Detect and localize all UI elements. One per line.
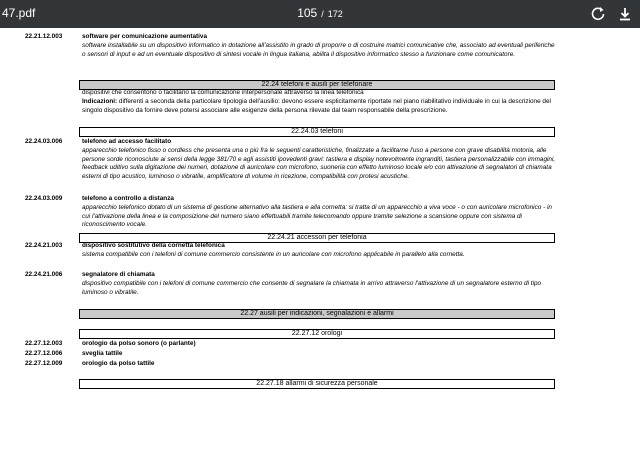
indications-label: Indicazioni:	[82, 98, 118, 105]
entry-description: dispositivo compatibile con i telefoni di comune commercio che consente di segnalare la chiamata in arrivo attraverso l'attivazione di un segnalatore esterno di tipo luminoso o vibratile.	[82, 280, 542, 296]
page-indicator	[0, 6, 640, 20]
section-header: 22.27 ausili per indicazioni, segnalazioni e allarmi	[79, 309, 555, 319]
page-separator: /	[321, 9, 324, 19]
entry-description: apparecchio telefonico dotato di un sistema di gestione alternativo alla tastiera e alla cornetta: si tratta di un apparecchio a viva voce - o con auricolare microfonico - in cui l'attivazione della linea e la composizione del numero siano effettuabili tramite telecomando oppure tramite selezione a scansione oppure con sistema di riconoscimento vocale.	[82, 204, 552, 229]
entry-description: software installabile su un dispositivo informatico in dotazione all'assistito in grado di proporre o di costruire matrici comunicative che, associato ad eventuali periferiche o sensori di input e ad un eventuale dispositivo di sintesi vocale in lingua italiana, abilita il dispositivo informatico stesso a funzionare come comunicatore.	[82, 42, 555, 58]
section-indications	[82, 98, 557, 115]
entry-title: sveglia tattile	[82, 350, 123, 357]
entry-title: telefono ad accesso facilitato	[82, 138, 172, 145]
entry-code: 22.27.12.003	[25, 340, 63, 347]
entry-code: 22.24.21.006	[25, 271, 63, 278]
subsection-header: 22.27.18 allarmi di sicurezza personale	[79, 379, 555, 389]
entry-description: apparecchio telefonico fisso o cordless che presenta una o più fra le seguenti caratteristiche, finalizzate a facilitarne l'uso a persone con grave disabilità motoria, alle persone sorde riconosciute ai sensi della legge 381/70 e agli assistiti ipovedenti gravi: tastiera e display notevolmente ingranditi, tastiera personalizzabile con immagini, feedback uditivo sulla digitazione dei numeri, dotazione di auricolare con microfono, suoneria con effetto luminoso locale e/o con attivazione di segnalatori di chiamata esterni di tipo acustico, luminoso o vibratile, amplificatore di volume in ricezione, compatibilità con protesi acustiche.	[82, 147, 556, 180]
download-icon[interactable]	[615, 4, 635, 24]
current-page[interactable]: 105	[297, 6, 318, 20]
subsection-header: 22.27.12 orologi	[79, 329, 555, 339]
entry-title: dispositivo sostitutivo della cornetta telefonica	[82, 242, 225, 249]
subsection-header: 22.24.21 accessori per telefonia	[79, 233, 555, 243]
entry-code: 22.21.12.003	[25, 33, 63, 40]
total-pages: 172	[327, 9, 343, 19]
entry-code: 22.27.12.006	[25, 350, 63, 357]
pdf-page	[0, 28, 640, 453]
entry-description: sistema compatibile con i telefoni di comune commercio consistente in un auricolare con microfono applicabile in parallelo alla cornetta.	[82, 251, 465, 258]
rotate-icon[interactable]	[588, 4, 608, 24]
file-name: 47.pdf	[2, 6, 36, 20]
entry-code: 22.27.12.009	[25, 360, 63, 367]
entry-title: orologio da polso tattile	[82, 360, 155, 367]
subsection-header: 22.24.03 telefoni	[79, 127, 555, 137]
entry-code: 22.24.21.003	[25, 242, 63, 249]
section-header: 22.24 telefoni e ausili per telefonare	[79, 80, 555, 90]
entry-title: telefono a controllo a distanza	[82, 195, 174, 202]
indications-text: differenti a seconda della particolare tipologia dell'ausilio: devono essere esplicitamente riportate nel piano riabilitativo individuale in cui la descrizione del singolo dispositivo da fornire deve potersi associare alle esigenze della persona rilevate dal team responsabile della prescrizione.	[82, 98, 551, 114]
pdf-toolbar	[0, 0, 640, 28]
entry-code: 22.24.03.006	[25, 138, 63, 145]
entry-title: orologio da polso sonoro (o parlante)	[82, 340, 196, 347]
section-description: dispositivi che consentono o facilitano la comunicazione interpersonale attraverso la linea telefonica	[82, 89, 364, 96]
entry-title: software per comunicazione aumentativa	[82, 33, 208, 40]
entry-title: segnalatore di chiamata	[82, 271, 155, 278]
entry-code: 22.24.03.009	[25, 195, 63, 202]
